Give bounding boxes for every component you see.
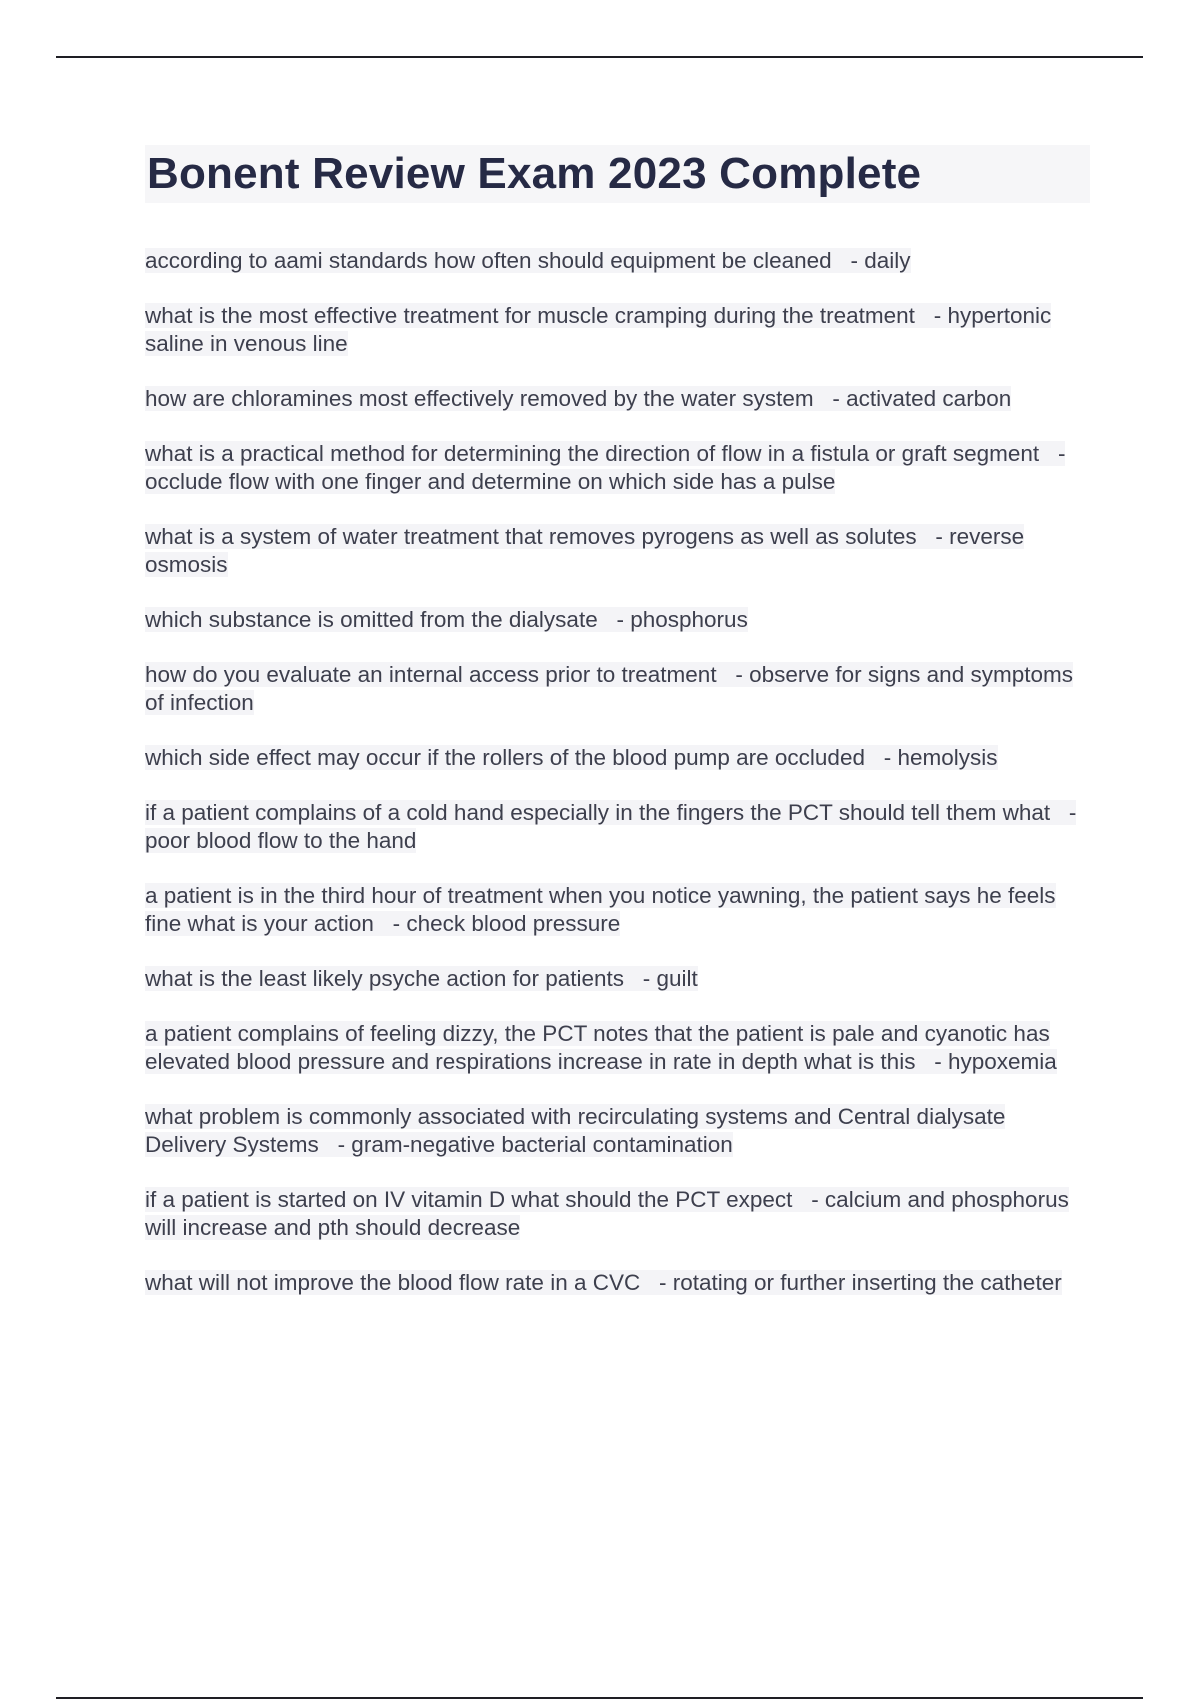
qa-item bbox=[145, 744, 1090, 772]
question-text: a patient is in the third hour of treatment when you notice yawning, the patient says he feels fine what is your action bbox=[145, 883, 1056, 936]
answer-text: - hemolysis bbox=[883, 745, 998, 770]
question-text: which substance is omitted from the dialysate bbox=[145, 607, 598, 632]
qa-item bbox=[145, 247, 1090, 275]
answer-text: - rotating or further inserting the catheter bbox=[659, 1270, 1062, 1295]
question-text: according to aami standards how often should equipment be cleaned bbox=[145, 248, 832, 273]
answer-text: - check blood pressure bbox=[392, 911, 621, 936]
top-rule bbox=[56, 56, 1143, 58]
answer-text: - reverse osmosis bbox=[145, 524, 1025, 577]
document-title: Bonent Review Exam 2023 Complete bbox=[147, 149, 922, 198]
qa-item bbox=[145, 606, 1090, 634]
answer-text: - calcium and phosphorus will increase and pth should decrease bbox=[145, 1187, 1069, 1240]
qa-item bbox=[145, 523, 1090, 579]
qa-item bbox=[145, 440, 1090, 496]
qa-item bbox=[145, 1103, 1090, 1159]
answer-text: - phosphorus bbox=[616, 607, 748, 632]
qa-item bbox=[145, 1020, 1090, 1076]
answer-text: - observe for signs and symptoms of infection bbox=[145, 662, 1073, 715]
question-text: if a patient is started on IV vitamin D what should the PCT expect bbox=[145, 1187, 793, 1212]
qa-item bbox=[145, 302, 1090, 358]
qa-item bbox=[145, 799, 1090, 855]
question-text: what will not improve the blood flow rate in a CVC bbox=[145, 1270, 641, 1295]
qa-list bbox=[145, 247, 1090, 1297]
question-text: what is a system of water treatment that removes pyrogens as well as solutes bbox=[145, 524, 917, 549]
answer-text: - daily bbox=[850, 248, 911, 273]
question-text: a patient complains of feeling dizzy, the PCT notes that the patient is pale and cyanotic has elevated blood pressure and respirations increase in rate in depth what is this bbox=[145, 1021, 1050, 1074]
question-text: how are chloramines most effectively removed by the water system bbox=[145, 386, 814, 411]
question-text: what is a practical method for determining the direction of flow in a fistula or graft segment bbox=[145, 441, 1040, 466]
question-text: how do you evaluate an internal access prior to treatment bbox=[145, 662, 717, 687]
answer-text: - guilt bbox=[642, 966, 698, 991]
bottom-rule bbox=[56, 1697, 1143, 1699]
answer-text: - occlude flow with one finger and determine on which side has a pulse bbox=[145, 441, 1066, 494]
qa-item bbox=[145, 882, 1090, 938]
qa-item bbox=[145, 385, 1090, 413]
answer-text: - gram-negative bacterial contamination bbox=[337, 1132, 733, 1157]
answer-text: - activated carbon bbox=[832, 386, 1012, 411]
question-text: what problem is commonly associated with recirculating systems and Central dialysate Delivery Systems bbox=[145, 1104, 1006, 1157]
qa-item bbox=[145, 1269, 1090, 1297]
question-text: if a patient complains of a cold hand especially in the fingers the PCT should tell them what bbox=[145, 800, 1051, 825]
answer-text: - hypoxemia bbox=[934, 1049, 1057, 1074]
question-text: which side effect may occur if the rollers of the blood pump are occluded bbox=[145, 745, 865, 770]
answer-text: - poor blood flow to the hand bbox=[145, 800, 1077, 853]
question-text: what is the least likely psyche action for patients bbox=[145, 966, 624, 991]
answer-text: - hypertonic saline in venous line bbox=[145, 303, 1052, 356]
title-block bbox=[145, 145, 1090, 203]
question-text: what is the most effective treatment for muscle cramping during the treatment bbox=[145, 303, 915, 328]
document-body bbox=[145, 145, 1090, 1324]
qa-item bbox=[145, 965, 1090, 993]
qa-item bbox=[145, 1186, 1090, 1242]
qa-item bbox=[145, 661, 1090, 717]
